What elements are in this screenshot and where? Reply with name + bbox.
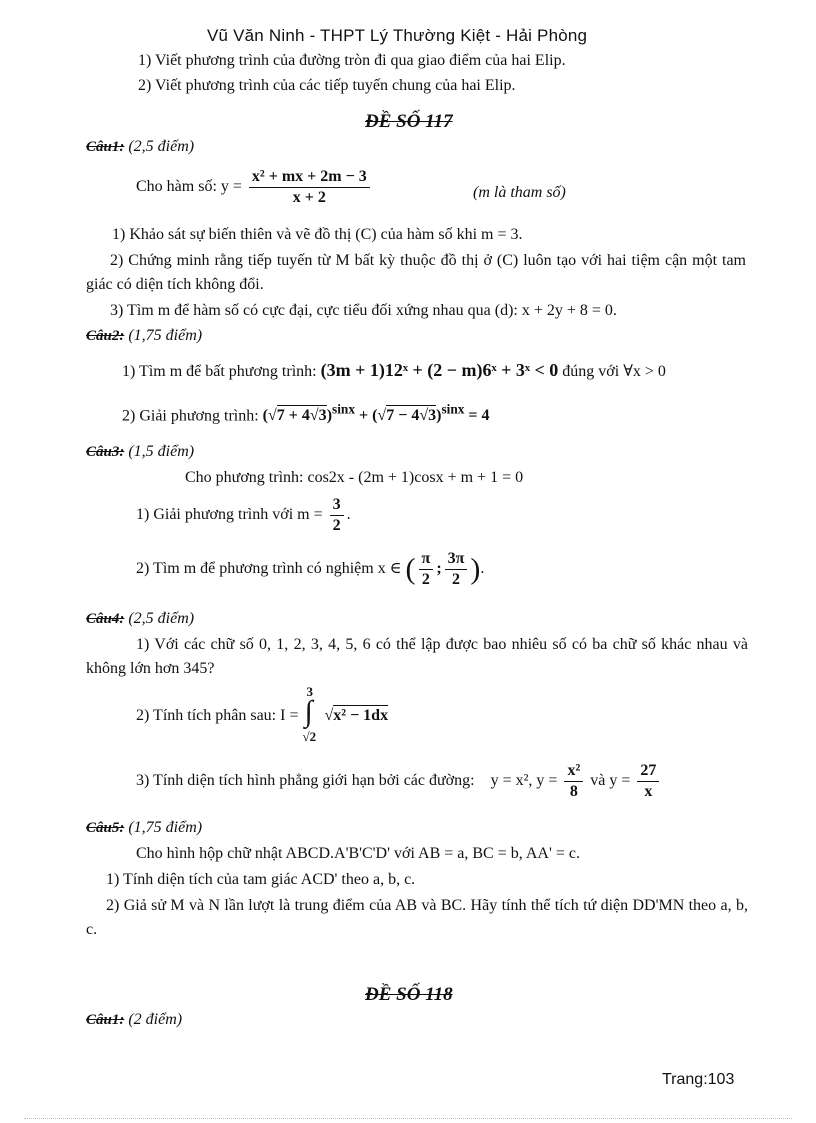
radicand-a: 7 + 4√3 [276, 407, 327, 425]
question-3-header [86, 443, 194, 461]
integral-lower-limit: √2 [302, 729, 317, 744]
curve-2-den: 8 [569, 783, 578, 800]
question-3-points: (1,5 điểm) [128, 443, 195, 460]
question-5-points: (1,75 điểm) [128, 819, 203, 836]
inequality-prefix: 1) Tìm m để bất phương trình: [122, 363, 317, 380]
integral-upper-limit: 3 [306, 684, 313, 699]
question-3-item-2: 2) Tìm m để phương trình có nghiệm x ∈ ( $\frac{\pi}{2}$ ; $\frac{3\pi}{2}$ ). [136, 550, 485, 588]
curve-connector: và y = [590, 772, 631, 790]
inequality-suffix: đúng với ∀x > 0 [562, 363, 666, 380]
curve-3-den: x [644, 783, 653, 800]
question-2-item-1 [122, 360, 666, 381]
question-5-header [86, 819, 202, 837]
item-1-prefix: 1) Giải phương trình với m = [136, 506, 323, 524]
curve-2-num: x² [564, 761, 583, 782]
m-value-den: 2 [332, 517, 341, 534]
integral-symbol: ∫ [304, 695, 313, 728]
question-5-label: Câu5: [86, 820, 125, 836]
area-prefix: 3) Tính diện tích hình phẳng giới hạn bởi các đường: [136, 772, 475, 790]
integral-sign [302, 686, 320, 744]
m-value-fraction [330, 495, 344, 536]
integral-prefix: 2) Tính tích phân sau: I = [136, 707, 299, 724]
item-2-prefix: 2) Tìm m để phương trình có nghiệm x ∈ [136, 560, 402, 578]
interval-end [445, 549, 468, 590]
curve-3-num: 27 [637, 761, 659, 782]
interval-end-num: 3π [445, 549, 468, 570]
question-3-item-1: 1) Giải phương trình với m = $\frac{3}{2}$ . [136, 496, 351, 534]
integrand: √x² − 1dx [324, 707, 389, 724]
function-denominator: x + 2 [292, 189, 326, 206]
exam-title-118: ĐỀ SỐ 118 [365, 984, 453, 1005]
m-value-num: 3 [330, 495, 344, 516]
function-intro: Cho hàm số: y = [136, 178, 242, 196]
exponent-b: sinx [441, 402, 465, 417]
prev-item-2: 2) Viết phương trình của các tiếp tuyến chung của hai Elip. [138, 77, 516, 94]
question-3-label: Câu3: [86, 444, 125, 460]
interval-start-den: 2 [421, 571, 430, 588]
equation-rhs: = 4 [468, 407, 490, 425]
right-paren: ) [470, 552, 481, 586]
interval-separator: ; [436, 560, 442, 578]
equation-prefix: 2) Giải phương trình: [122, 407, 259, 425]
question-1-function [136, 167, 373, 208]
curve-3-fraction [637, 761, 659, 802]
integrand-expression: x² − 1dx [333, 707, 389, 724]
page-header: Vũ Văn Ninh - THPT Lý Thường Kiệt - Hải Phòng [207, 26, 588, 45]
radicand-b: 7 − 4√3 [386, 407, 437, 425]
question-1-label-118: Câu1: [86, 1012, 125, 1028]
interval-start-num: π [419, 549, 434, 570]
parameter-note: (m là tham số) [473, 184, 566, 201]
question-1-label: Câu1: [86, 139, 125, 155]
question-3-intro: Cho phương trình: cos2x - (2m + 1)cosx + m + 1 = 0 [185, 469, 524, 486]
left-paren: ( [405, 552, 416, 586]
question-4-item-2 [136, 686, 388, 744]
question-1-points: (2,5 điểm) [128, 138, 195, 155]
question-2-item-2 [122, 402, 490, 425]
question-4-label: Câu4: [86, 611, 125, 627]
footer-divider [24, 1118, 792, 1119]
question-1-header [86, 138, 194, 156]
question-1-item-3: 3) Tìm m để hàm số có cực đại, cực tiểu đối xứng nhau qua (d): x + 2y + 8 = 0. [110, 302, 617, 319]
question-2-points: (1,75 điểm) [128, 327, 203, 344]
equation-expression: $(√7 + 4√3)^{sinx} + (√7 - 4√3)^{sinx} = 4$ [262, 402, 490, 425]
function-fraction [249, 167, 370, 208]
curve-2-fraction [564, 761, 583, 802]
question-1-item-1: 1) Khảo sát sự biến thiên và vẽ đồ thị (C) của hàm số khi m = 3. [112, 226, 523, 243]
interval-start [419, 549, 434, 590]
interval-end-den: 2 [452, 571, 461, 588]
function-numerator: x² + mx + 2m − 3 [249, 167, 370, 188]
prev-item-1: 1) Viết phương trình của đường tròn đi qua giao điểm của hai Elip. [138, 52, 566, 69]
question-5-intro: Cho hình hộp chữ nhật ABCD.A'B'C'D' với AB = a, BC = b, AA' = c. [136, 845, 580, 862]
curve-1: y = x², y = [490, 772, 558, 790]
question-2-header [86, 327, 202, 345]
question-4-item-1: 1) Với các chữ số 0, 1, 2, 3, 4, 5, 6 có thể lập được bao nhiêu số có ba chữ số khác nhau và không lớn hơn 345? [86, 636, 748, 677]
question-5-item-2: 2) Giả sử M và N lần lượt là trung điểm của AB và BC. Hãy tính thể tích tứ diện DD'MN theo a, b, c. [86, 897, 748, 938]
question-4-item-3 [136, 761, 662, 802]
question-2-label: Câu2: [86, 328, 125, 344]
question-4-header [86, 610, 194, 628]
question-1-header-118 [86, 1011, 182, 1029]
exam-title-117: ĐỀ SỐ 117 [365, 111, 453, 132]
question-1-points-118: (2 điểm) [128, 1011, 183, 1028]
question-4-points: (2,5 điểm) [128, 610, 195, 627]
question-1-item-2: 2) Chứng minh rằng tiếp tuyến từ M bất kỳ thuộc đồ thị ở (C) luôn tạo với hai tiệm cận một tam giác có diện tích không đổi. [86, 252, 746, 293]
inequality-expression: (3m + 1)12ˣ + (2 − m)6ˣ + 3ˣ < 0 [320, 360, 559, 380]
exponent-a: sinx [332, 402, 355, 417]
question-5-item-1: 1) Tính diện tích của tam giác ACD' theo a, b, c. [106, 871, 416, 888]
page-number: Trang:103 [662, 1071, 735, 1088]
